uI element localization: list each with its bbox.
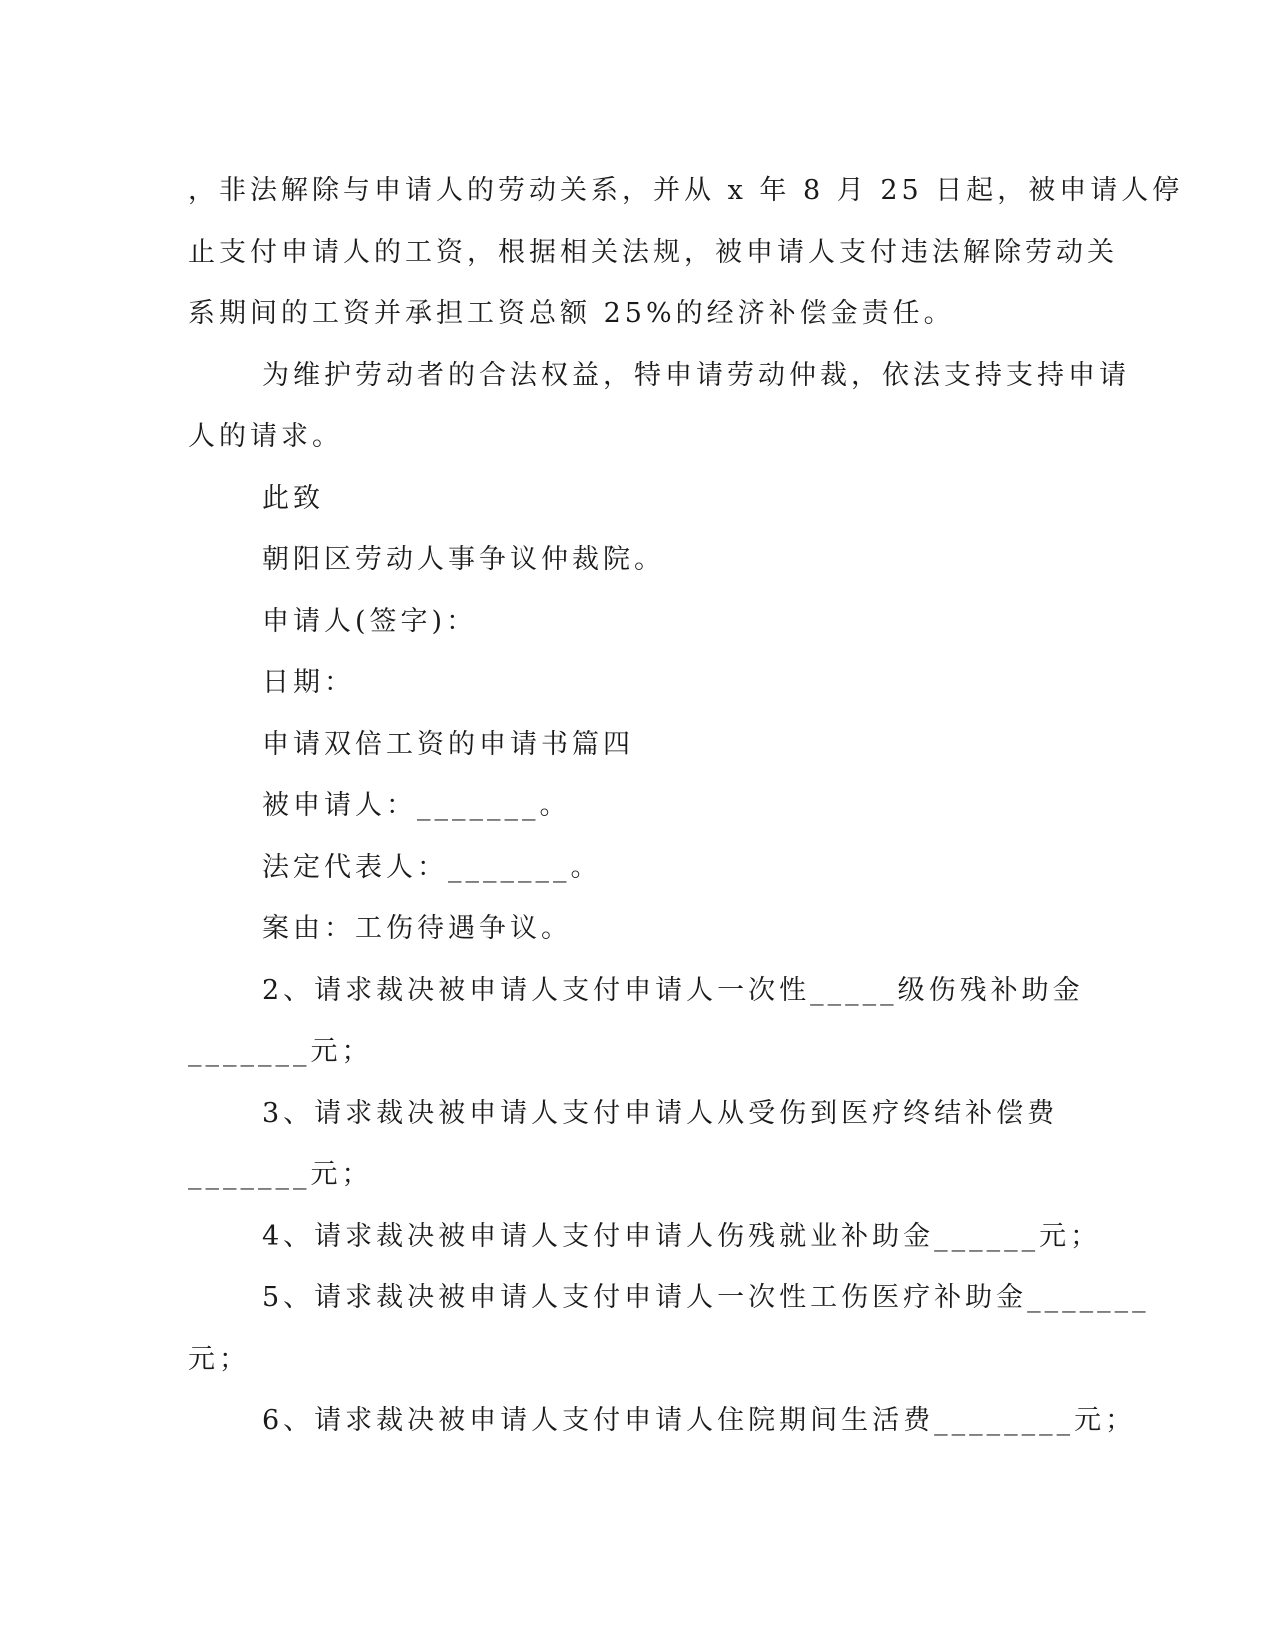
text-line: 人的请求。 (188, 421, 343, 452)
claim-item-continued: _______元； (188, 1159, 373, 1190)
salutation: 此致 (262, 482, 324, 514)
claim-item-continued: 元； (188, 1343, 250, 1375)
document-body (188, 160, 1184, 1452)
claim-item: 5、请求裁决被申请人支付申请人一次性工伤医疗补助金_______ (262, 1282, 1150, 1313)
text-line: 止支付申请人的工资，根据相关法规，被申请人支付违法解除劳动关 (188, 236, 1118, 268)
claim-item-continued: _______元； (188, 1036, 373, 1067)
recipient: 朝阳区劳动人事争议仲裁院。 (262, 544, 665, 575)
respondent-field: 被申请人：_______。 (262, 790, 571, 821)
applicant-signature-label: 申请人(签字)： (262, 605, 478, 637)
text-line: 为维护劳动者的合法权益，特申请劳动仲裁，依法支持支持申请 (262, 359, 1130, 391)
case-cause: 案由：工伤待遇争议。 (262, 913, 572, 944)
claim-item: 6、请求裁决被申请人支付申请人住院期间生活费________元； (262, 1405, 1137, 1436)
claim-item: 3、请求裁决被申请人支付申请人从受伤到医疗终结补偿费 (262, 1097, 1059, 1129)
date-label: 日期： (262, 667, 355, 698)
text-line: ，非法解除与申请人的劳动关系，并从 x 年 8 月 25 日起，被申请人停 (188, 175, 1184, 206)
legal-representative-field: 法定代表人：_______。 (262, 851, 602, 883)
text-line: 系期间的工资并承担工资总额 25%的经济补偿金责任。 (188, 298, 955, 329)
section-title: 申请双倍工资的申请书篇四 (262, 728, 634, 760)
claim-item: 2、请求裁决被申请人支付申请人一次性_____级伤残补助金 (262, 974, 1084, 1006)
claim-item: 4、请求裁决被申请人支付申请人伤残就业补助金______元； (262, 1220, 1102, 1252)
